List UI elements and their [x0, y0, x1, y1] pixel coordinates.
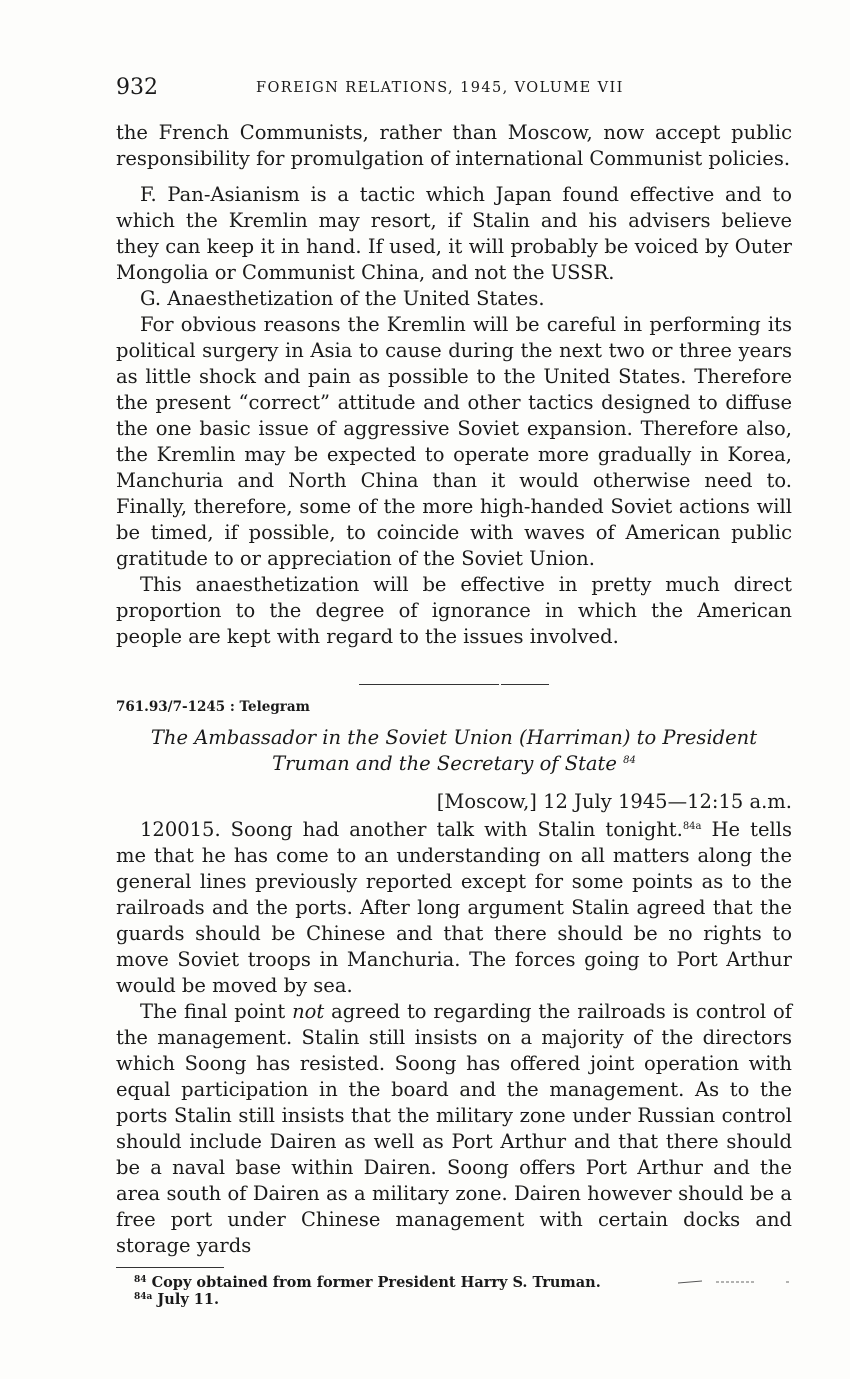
section-divider [116, 684, 792, 685]
dateline: [Moscow,] 12 July 1945—12:15 a.m. [436, 790, 792, 813]
footnote-ref-84: 84 [623, 755, 636, 766]
footnote-84: $^{84}$ Copy obtained from former President Harry S. Truman. [134, 1274, 601, 1291]
paragraph-heading-g: G. Anaesthetization of the United States. [140, 287, 545, 310]
footnote-84a: $^{84a}$ July 11. [134, 1291, 220, 1308]
file-reference: 761.93/7-1245 : Telegram [116, 699, 310, 715]
paragraph-anaesthetization: For obvious reasons the Kremlin will be careful in performing its political surgery in Asia to cause during the next two or three years as little shock and pain as possible to the United States. Therefore the present “correct” attitude and other tactics designed to diffuse the one basic issue of aggressive Soviet expansion. Therefore also, the Kremlin may be expected to operate more gradually in Korea, Manchuria and North China than it would otherwise need to. Finally, therefore, some of the more high-handed Soviet actions will be timed, if possible, to coincide with waves of American public gratitude to or appreciation of the Soviet Union. [116, 313, 792, 570]
paragraph-conclusion: This anaesthetization will be effective in pretty much direct proportion to the degree of ignorance in which the American people are kept with regard to the issues involved. [116, 573, 792, 648]
document-title [116, 725, 792, 777]
telegram-paragraph-1: 120015. Soong had another talk with Stalin tonight.$^{84a}$ He tells me that he has come to an understanding on all matters along the general lines previously reported except for some points as to the railroads and the ports. After long argument Stalin agreed that the guards should be Chinese and that there should be no rights to move Soviet troops in Manchuria. The forces going to Port Arthur would be moved by sea. [116, 818, 792, 997]
telegram-paragraph-2: The final point not agreed to regarding the railroads is control of the management. Stalin still insists on a majority of the directors which Soong has resisted. Soong has offered joint operation with equal participation in the board and the management. As to the ports Stalin still insists that the military zone under Russian control should include Dairen as well as Port Arthur and that there should be a naval base within Dairen. Soong offers Port Arthur and the area south of Dairen as a military zone. Dairen however should be a free port under Chinese management with certain docks and storage yards [116, 1000, 793, 1257]
paragraph-continuation: the French Communists, rather than Moscow, now accept public responsibility for promulgation of international Communist policies. [116, 121, 792, 170]
page-number: 932 [116, 75, 158, 100]
page [116, 72, 792, 1308]
footnote-divider [116, 1267, 224, 1268]
document-title-text: The Ambassador in the Soviet Union (Harriman) to President Truman and the Secretary of State [150, 726, 758, 775]
emphasis-not: not [292, 1000, 325, 1023]
scan-smudge [678, 1280, 790, 1284]
footnote-ref-84a: 84a [682, 821, 702, 832]
running-head: FOREIGN RELATIONS, 1945, VOLUME VII [256, 80, 624, 96]
paragraph-pan-asianism: F. Pan-Asianism is a tactic which Japan found effective and to which the Kremlin may resort, if Stalin and his advisers believe they can keep it in hand. If used, it will probably be voiced by Outer Mongolia or Communist China, and not the USSR. [116, 183, 792, 284]
page-header [116, 72, 792, 106]
